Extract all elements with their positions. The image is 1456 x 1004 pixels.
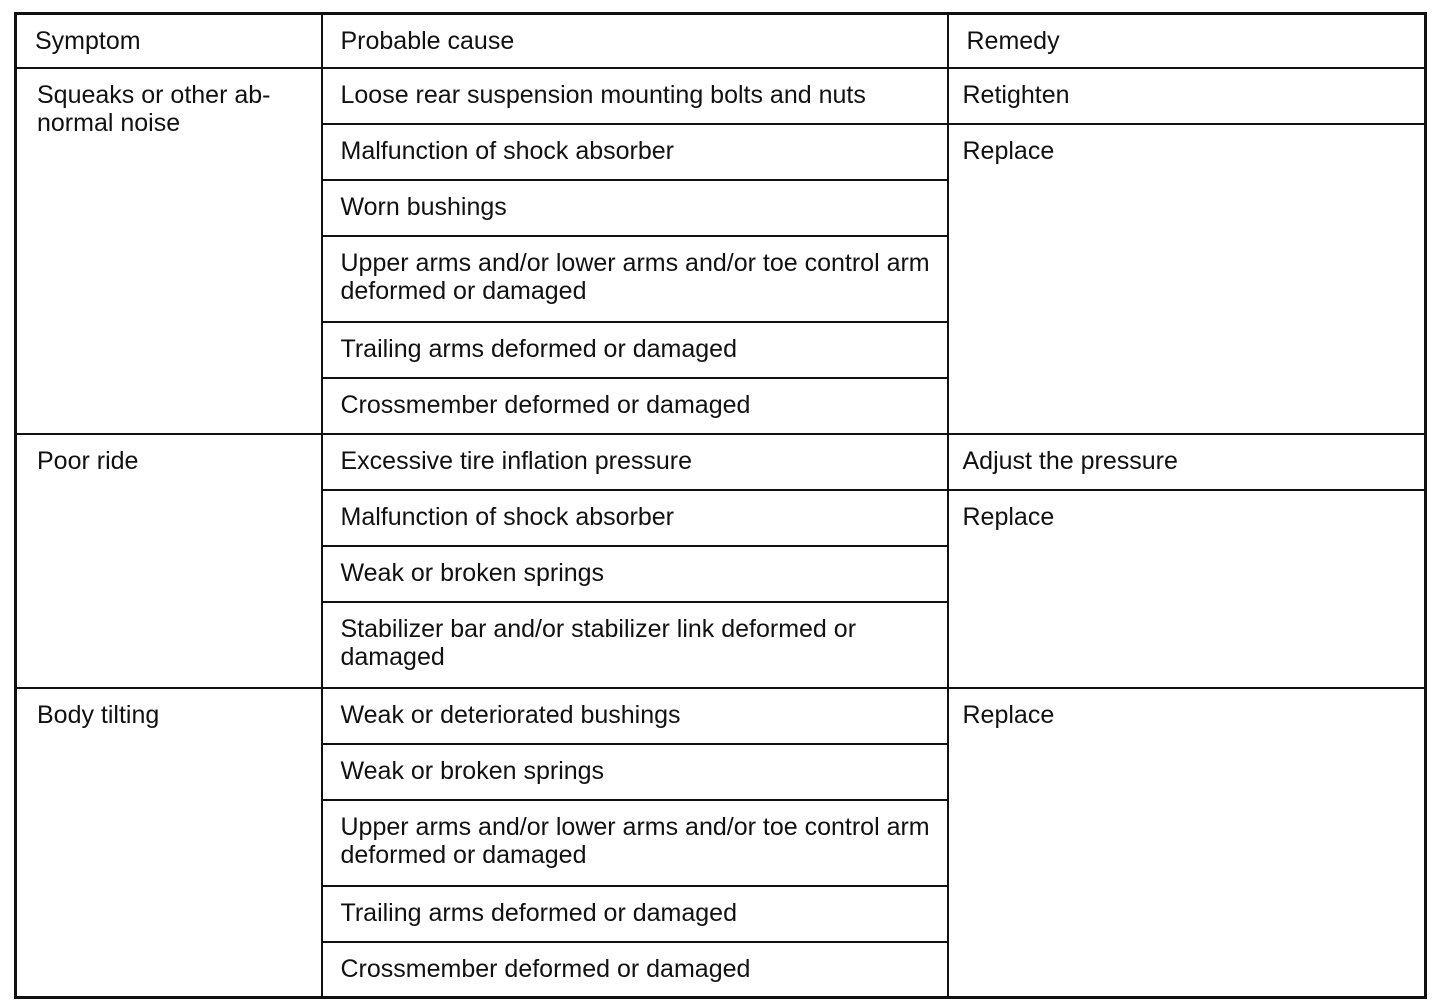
cause-cell: Weak or broken springs (322, 744, 948, 800)
remedy-cell: Replace (948, 124, 1426, 434)
cause-cell: Weak or deteriorated bushings (322, 688, 948, 744)
header-probable-cause: Probable cause (322, 14, 948, 68)
cause-cell: Excessive tire inflation pressure (322, 434, 948, 490)
remedy-cell: Retighten (948, 68, 1426, 124)
header-symptom: Symptom (16, 14, 322, 68)
remedy-cell: Replace (948, 688, 1426, 998)
cause-cell: Trailing arms deformed or damaged (322, 322, 948, 378)
cause-cell: Stabilizer bar and/or stabilizer link deformed or damaged (322, 602, 948, 688)
table-row (16, 434, 1426, 490)
symptom-cell: Squeaks or other ab-normal noise (16, 68, 322, 434)
remedy-cell: Replace (948, 490, 1426, 688)
cause-cell: Malfunction of shock absorber (322, 490, 948, 546)
cause-cell: Crossmember deformed or damaged (322, 942, 948, 998)
cause-cell: Loose rear suspension mounting bolts and nuts (322, 68, 948, 124)
header-row (16, 14, 1426, 68)
cause-cell: Worn bushings (322, 180, 948, 236)
cause-cell: Upper arms and/or lower arms and/or toe control arm deformed or damaged (322, 236, 948, 322)
table-row (16, 68, 1426, 124)
header-remedy: Remedy (948, 14, 1426, 68)
troubleshooting-table (14, 12, 1427, 999)
cause-cell: Malfunction of shock absorber (322, 124, 948, 180)
symptom-cell: Body tilting (16, 688, 322, 998)
cause-cell: Trailing arms deformed or damaged (322, 886, 948, 942)
cause-cell: Upper arms and/or lower arms and/or toe control arm deformed or damaged (322, 800, 948, 886)
symptom-cell: Poor ride (16, 434, 322, 688)
cause-cell: Crossmember deformed or damaged (322, 378, 948, 434)
remedy-cell: Adjust the pressure (948, 434, 1426, 490)
table-row (16, 688, 1426, 744)
cause-cell: Weak or broken springs (322, 546, 948, 602)
